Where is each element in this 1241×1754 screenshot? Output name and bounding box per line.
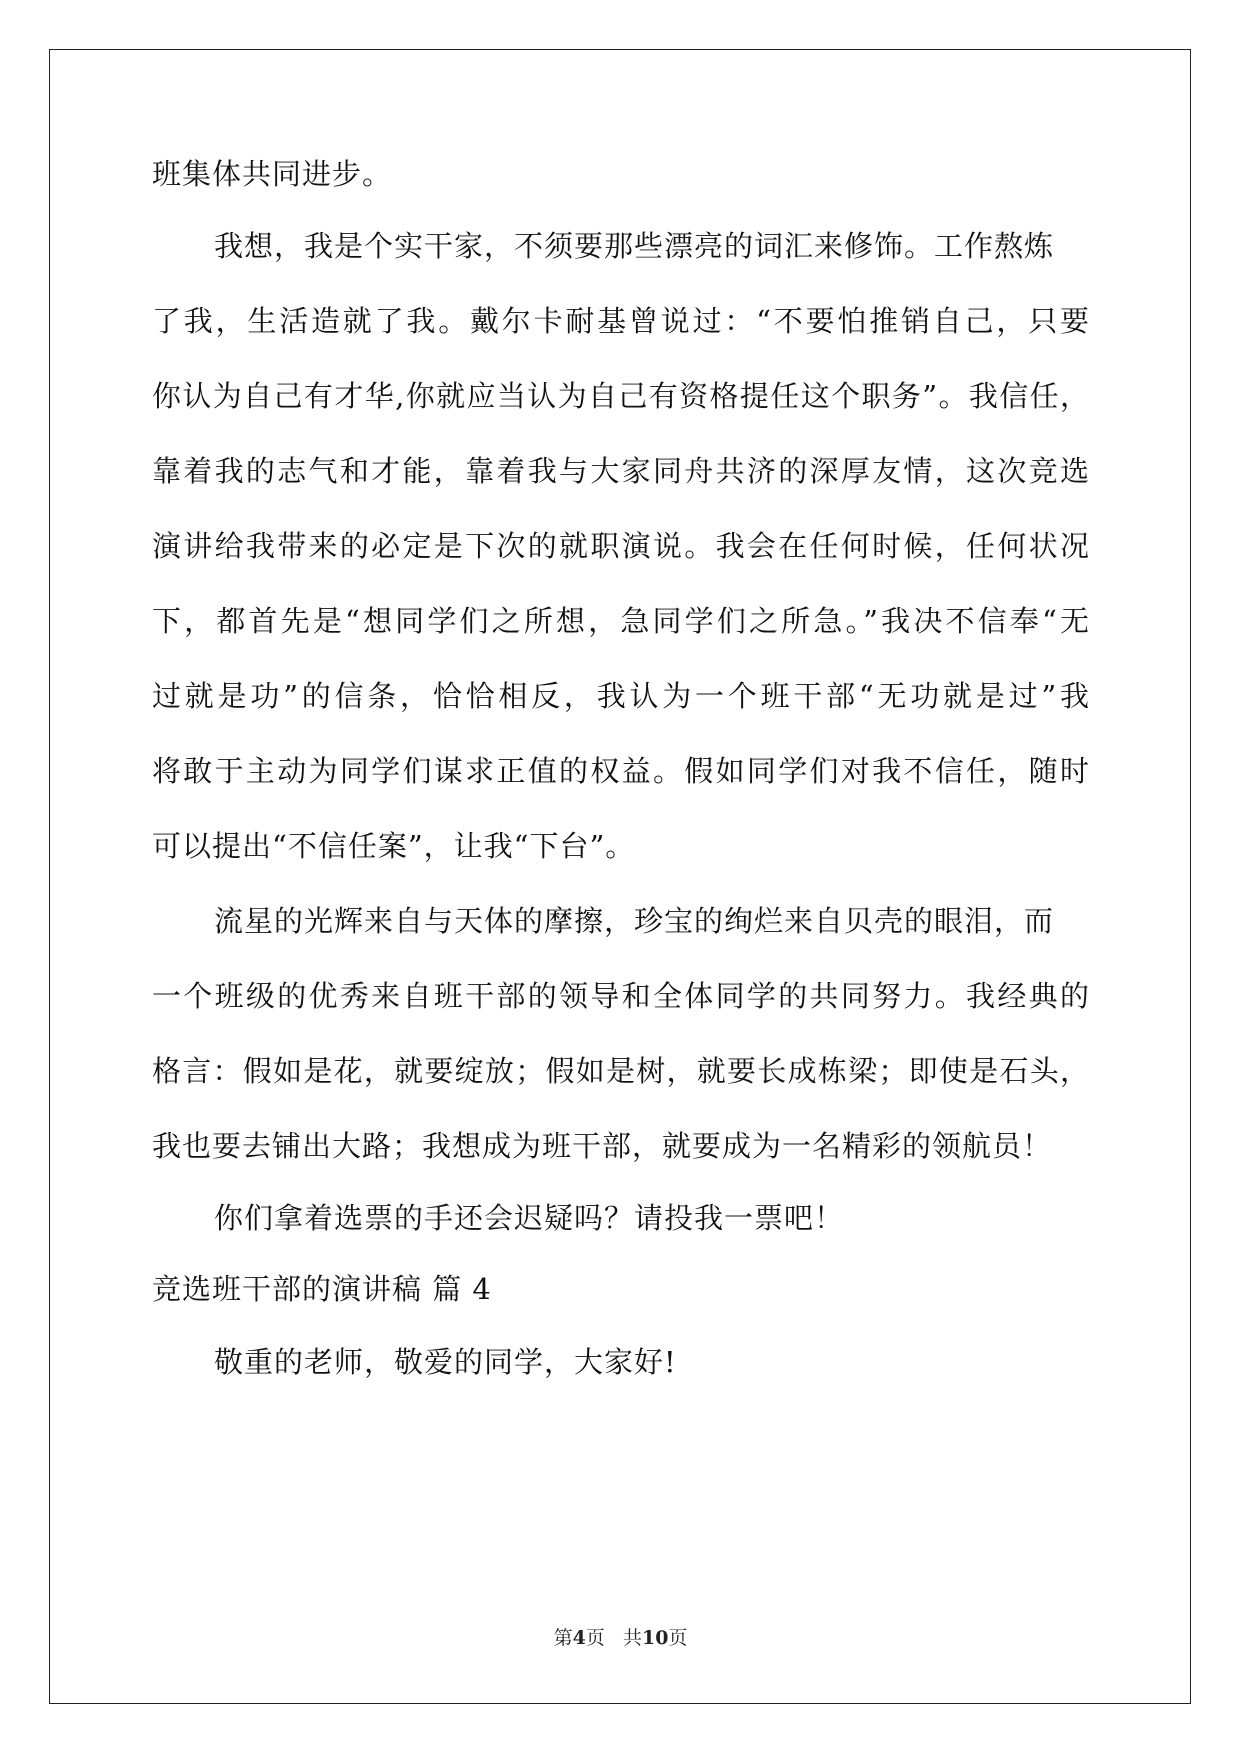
text-line-5: 靠着我的志气和才能，靠着我与大家同舟共济的深厚友情，这次竞选 <box>152 454 1090 488</box>
text-line-8: 过就是功”的信条，恰恰相反，我认为一个班干部“无功就是过”我 <box>152 679 1090 713</box>
page-border <box>49 49 1191 1704</box>
text-line-7: 下，都首先是“想同学们之所想，急同学们之所急。”我决不信奉“无 <box>152 604 1090 638</box>
text-line-14: 我也要去铺出大路；我想成为班干部，就要成为一名精彩的领航员！ <box>152 1129 1053 1163</box>
total-suffix: 页 <box>668 1627 688 1649</box>
text-line-3: 了我，生活造就了我。戴尔卡耐基曾说过：“不要怕推销自己，只要 <box>152 304 1090 338</box>
text-line-1: 班集体共同进步。 <box>152 157 393 191</box>
total-prefix: 共 <box>622 1627 642 1649</box>
text-line-17: 敬重的老师，敬爱的同学，大家好! <box>214 1345 677 1379</box>
section-heading: 竞选班干部的演讲稿 篇 4 <box>152 1272 492 1306</box>
total-pages: 10 <box>641 1627 669 1649</box>
text-line-9: 将敢于主动为同学们谋求正值的权益。假如同学们对我不信任，随时 <box>152 754 1090 788</box>
text-line-6: 演讲给我带来的必定是下次的就职演说。我会在任何时候，任何状况 <box>152 529 1090 563</box>
text-line-10: 可以提出“不信任案”，让我“下台”。 <box>152 829 636 863</box>
text-line-15: 你们拿着选票的手还会迟疑吗？请投我一票吧！ <box>214 1201 845 1235</box>
text-line-12: 一个班级的优秀来自班干部的领导和全体同学的共同努力。我经典的 <box>152 979 1090 1013</box>
text-line-13: 格言：假如是花，就要绽放；假如是树，就要长成栋梁；即使是石头， <box>152 1054 1090 1088</box>
page-prefix: 第 <box>553 1627 573 1649</box>
text-line-4: 你认为自己有才华,你就应当认为自己有资格提任这个职务”。我信任， <box>152 379 1090 413</box>
page-number: 4 <box>572 1627 586 1649</box>
text-line-2: 我想，我是个实干家，不须要那些漂亮的词汇来修饰。工作熬炼 <box>214 229 1055 263</box>
text-line-11: 流星的光辉来自与天体的摩擦，珍宝的绚烂来自贝壳的眼泪，而 <box>214 904 1055 938</box>
page-suffix: 页 <box>585 1627 605 1649</box>
page-footer <box>0 1626 1241 1650</box>
